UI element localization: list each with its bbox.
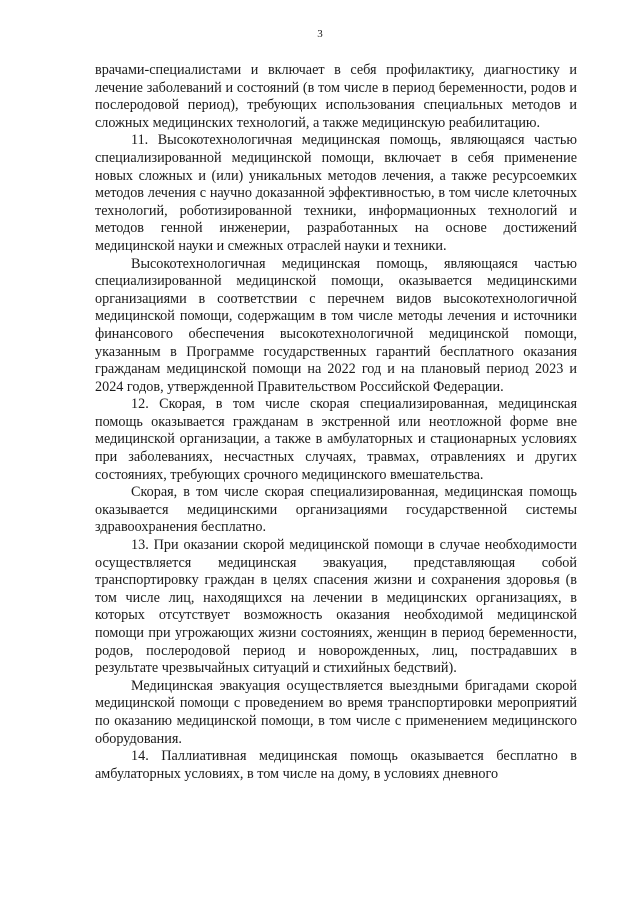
page-number: 3: [317, 28, 323, 40]
paragraph-item-14: 14. Паллиативная медицинская помощь оказывается бесплатно в амбулаторных условиях, в том числе на дому, в условиях дневного: [95, 748, 577, 782]
paragraph-emergency-care: Скорая, в том числе скорая специализированная, медицинская помощь оказывается медицинскими организациями государственной системы здравоохранения бесплатно.: [95, 484, 577, 536]
paragraph-item-11: 11. Высокотехнологичная медицинская помощь, являющаяся частью специализированной медицинской помощи, включает в себя применение новых сложных и (или) уникальных методов лечения, а также ресурсоемких методов лечения с научно доказанной эффективностью, в том числе клеточных технологий, роботизированной техники, информационных технологий и методов генной инженерии, разработанных на основе достижений медицинской науки и смежных отраслей науки и техники.: [95, 132, 577, 254]
paragraph-item-13: 13. При оказании скорой медицинской помощи в случае необходимости осуществляется медицинская эвакуация, представляющая собой транспортировку граждан в целях спасения жизни и сохранения здоровья (в том числе лиц, находящихся на лечении в медицинских организациях, в которых отсутствует возможность оказания необходимой медицинской помощи при угрожающих жизни состояниях, женщин в период беременности, родов, послеродовой период и новорожденных, лиц, пострадавших в результате чрезвычайных ситуаций и стихийных бедствий).: [95, 537, 577, 677]
paragraph-continuation: врачами-специалистами и включает в себя профилактику, диагностику и лечение заболеваний и состояний (в том числе в период беременности, родов и послеродовой период), требующих использования специальных методов и сложных медицинских технологий, а также медицинскую реабилитацию.: [95, 62, 577, 131]
paragraph-high-tech-care: Высокотехнологичная медицинская помощь, являющаяся частью специализированной медицинской помощи, оказывается медицинскими организациями в соответствии с перечнем видов высокотехнологичной медицинской помощи, содержащим в том числе методы лечения и источники финансового обеспечения высокотехнологичной медицинской помощи, указанным в Программе государственных гарантий бесплатного оказания гражданам медицинской помощи на 2022 год и на плановый период 2023 и 2024 годов, утвержденной Правительством Российской Федерации.: [95, 255, 577, 395]
document-body: [95, 62, 577, 783]
paragraph-evacuation: Медицинская эвакуация осуществляется выездными бригадами скорой медицинской помощи с проведением во время транспортировки мероприятий по оказанию медицинской помощи, в том числе с применением медицинского оборудования.: [95, 677, 577, 747]
paragraph-item-12: 12. Скорая, в том числе скорая специализированная, медицинская помощь оказывается гражданам в экстренной или неотложной форме вне медицинской организации, а также в амбулаторных и стационарных условиях при заболеваниях, несчастных случаях, травмах, отравлениях и других состояниях, требующих срочного медицинского вмешательства.: [95, 396, 577, 483]
